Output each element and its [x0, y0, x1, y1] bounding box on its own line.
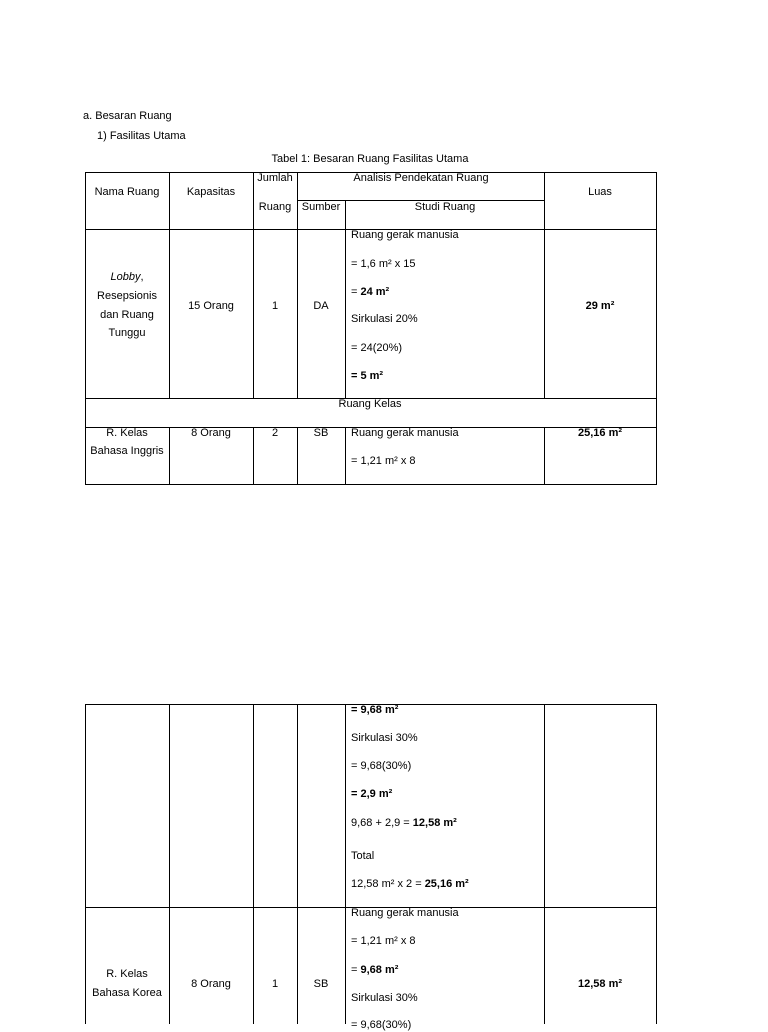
- inggris-luas: 25,16 m²: [577, 427, 623, 439]
- lobby-studi-line: = 5 m²: [351, 370, 384, 382]
- continued-studi-line: Total: [351, 850, 375, 862]
- header-jumlah: Jumlah: [257, 172, 293, 184]
- lobby-studi-line: Ruang gerak manusia: [351, 229, 459, 241]
- table-col-divider: [297, 172, 298, 399]
- group-label-ruang-kelas: Ruang Kelas: [338, 398, 402, 410]
- korea-name-line2: Bahasa Korea: [92, 987, 162, 999]
- inggris-name-line2: Bahasa Inggris: [90, 445, 164, 457]
- table-border-left: [85, 172, 86, 485]
- table-col-divider: [297, 704, 298, 1024]
- table-border-left: [85, 704, 86, 1024]
- lobby-studi-line: = 24(20%): [351, 342, 403, 354]
- continued-studi-line: = 2,9 m²: [351, 788, 393, 800]
- continued-studi-line: = 9,68 m²: [351, 704, 399, 716]
- korea-studi-line: = 9,68(30%): [351, 1019, 412, 1031]
- lobby-studi-line: = 24 m²: [351, 286, 390, 298]
- table-border-bottom: [85, 484, 657, 485]
- table-col-divider: [253, 704, 254, 1024]
- korea-studi-line: = 9,68 m²: [351, 964, 399, 976]
- table-col-divider: [297, 427, 298, 485]
- inggris-kapasitas: 8 Orang: [191, 427, 231, 439]
- inggris-jumlah: 2: [271, 427, 279, 439]
- inggris-studi-line: = 1,21 m² x 8: [351, 455, 416, 467]
- inggris-studi-line: Ruang gerak manusia: [351, 427, 459, 439]
- header-ruang: Ruang: [258, 201, 292, 213]
- table-col-divider: [544, 172, 545, 399]
- header-analisis: Analisis Pendekatan Ruang: [353, 172, 489, 184]
- table-col-divider: [345, 427, 346, 485]
- table-col-divider: [345, 200, 346, 399]
- korea-jumlah: 1: [271, 978, 279, 990]
- lobby-luas: 29 m²: [585, 300, 615, 312]
- lobby-name-line1: Lobby,: [110, 271, 144, 283]
- header-luas: Luas: [588, 186, 612, 198]
- header-nama-ruang: Nama Ruang: [94, 186, 160, 198]
- lobby-studi-line: Sirkulasi 20%: [351, 313, 418, 325]
- table-caption: Tabel 1: Besaran Ruang Fasilitas Utama: [271, 153, 469, 165]
- subsection-heading: 1) Fasilitas Utama: [97, 130, 186, 142]
- continued-studi-line: 9,68 + 2,9 = 12,58 m²: [351, 817, 457, 829]
- continued-studi-line: Sirkulasi 30%: [351, 732, 418, 744]
- korea-studi-line: = 1,21 m² x 8: [351, 935, 416, 947]
- table-col-divider: [544, 427, 545, 485]
- table-col-divider: [544, 704, 545, 1024]
- korea-studi-line: Ruang gerak manusia: [351, 907, 459, 919]
- continued-studi-line: 12,58 m² x 2 = 25,16 m²: [351, 878, 469, 890]
- table-col-divider: [345, 704, 346, 1024]
- header-kapasitas: Kapasitas: [186, 186, 236, 198]
- table-border-right: [656, 704, 657, 1024]
- header-sumber: Sumber: [301, 201, 341, 213]
- lobby-name-line3: dan Ruang: [100, 309, 154, 321]
- table-col-divider: [169, 427, 170, 485]
- table-col-divider: [169, 172, 170, 399]
- inggris-sumber: SB: [313, 427, 329, 439]
- section-heading: a. Besaran Ruang: [83, 110, 172, 122]
- table-border-right: [656, 172, 657, 485]
- korea-luas: 12,58 m²: [577, 978, 623, 990]
- continued-studi-line: = 9,68(30%): [351, 760, 412, 772]
- table-col-divider: [169, 704, 170, 1024]
- lobby-jumlah: 1: [271, 300, 279, 312]
- lobby-sumber: DA: [313, 300, 329, 312]
- header-studi-ruang: Studi Ruang: [414, 201, 476, 213]
- korea-name-line1: R. Kelas: [106, 968, 148, 980]
- korea-studi-line: Sirkulasi 30%: [351, 992, 418, 1004]
- lobby-kapasitas: 15 Orang: [188, 300, 234, 312]
- lobby-name-line2: Resepsionis: [97, 290, 157, 302]
- table-col-divider: [253, 427, 254, 485]
- inggris-name-line1: R. Kelas: [106, 427, 148, 439]
- lobby-studi-line: = 1,6 m² x 15: [351, 258, 416, 270]
- lobby-name-line4: Tunggu: [108, 327, 146, 339]
- korea-sumber: SB: [313, 978, 329, 990]
- korea-kapasitas: 8 Orang: [191, 978, 231, 990]
- table-col-divider: [253, 172, 254, 399]
